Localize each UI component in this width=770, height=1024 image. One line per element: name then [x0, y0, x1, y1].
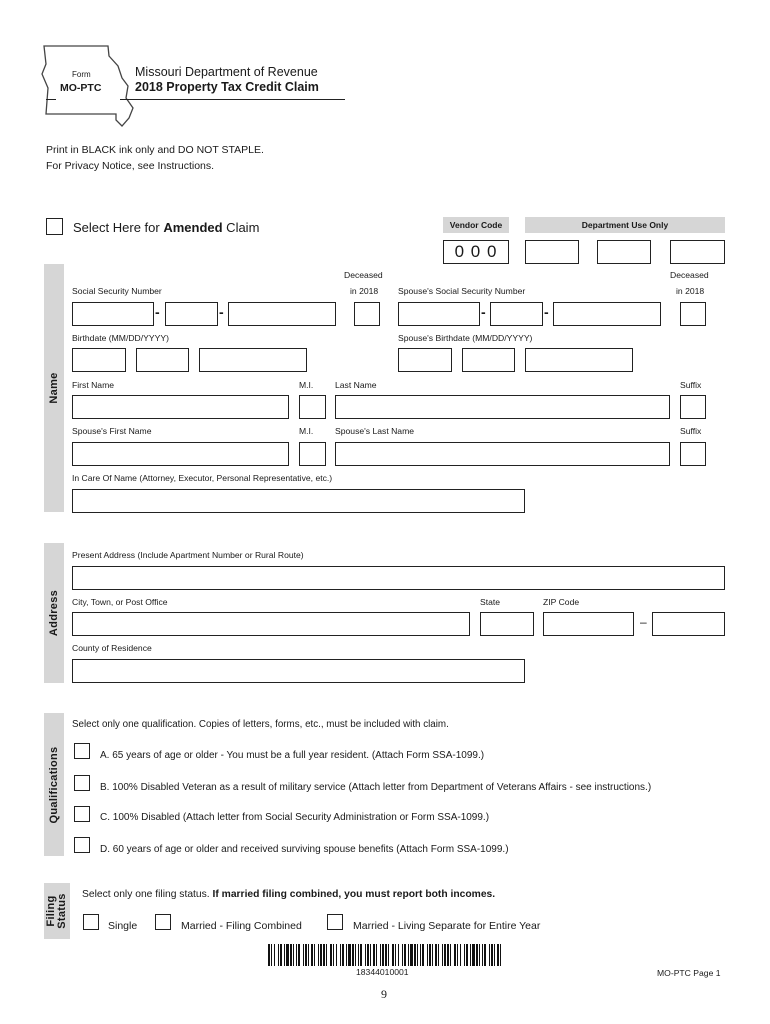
barcode-bar [435, 944, 437, 966]
zip-extension-field[interactable] [652, 612, 725, 636]
barcode-bar [360, 944, 362, 966]
qualification-a-checkbox[interactable] [74, 743, 90, 759]
barcode-bar [290, 944, 292, 966]
spouse-mi-field[interactable] [299, 442, 326, 466]
birthdate-label: Birthdate (MM/DD/YYYY) [72, 333, 169, 343]
barcode-bar [352, 944, 354, 966]
spouse-mi-label: M.I. [299, 426, 314, 436]
present-address-label: Present Address (Include Apartment Number or Rural Route) [72, 550, 304, 560]
spouse-ssn-part-1[interactable] [398, 302, 480, 326]
deceased-label: Deceased [344, 270, 383, 280]
barcode-bar [476, 944, 478, 966]
barcode-bar [450, 944, 451, 966]
barcode-bar [330, 944, 332, 966]
barcode-bar [348, 944, 351, 966]
form-label: Form [72, 70, 91, 79]
spouse-ssn-dash-1: - [481, 304, 486, 320]
barcode-bar [447, 944, 449, 966]
barcode-bar [398, 944, 399, 966]
birthdate-day[interactable] [136, 348, 189, 372]
barcode-bar [392, 944, 394, 966]
barcode-bar [323, 944, 325, 966]
barcode-bar [464, 944, 465, 966]
barcode-bar [303, 944, 304, 966]
care-of-field[interactable] [72, 489, 525, 513]
barcode-bar [414, 944, 416, 966]
barcode-bar [346, 944, 347, 966]
barcode-bar [410, 944, 413, 966]
county-label: County of Residence [72, 643, 152, 653]
suffix-field[interactable] [680, 395, 706, 419]
filing-single-checkbox[interactable] [83, 914, 99, 930]
birthdate-year[interactable] [199, 348, 307, 372]
barcode-bar [333, 944, 334, 966]
state-label: State [480, 597, 501, 607]
barcode-bar [460, 944, 461, 966]
qualification-d-label: D. 60 years of age or older and received surviving spouse benefits (Attach Form SSA-1099.) [100, 844, 509, 855]
barcode-bar [326, 944, 327, 966]
spouse-suffix-field[interactable] [680, 442, 706, 466]
barcode-bar [417, 944, 418, 966]
spouse-ssn-part-2[interactable] [490, 302, 543, 326]
barcode-number: 18344010001 [356, 967, 409, 977]
amended-claim-checkbox[interactable] [46, 218, 63, 235]
barcode-bar [444, 944, 446, 966]
deceased-year-label: in 2018 [350, 286, 379, 296]
barcode-bar [422, 944, 424, 966]
spouse-birthdate-day[interactable] [462, 348, 515, 372]
barcode-bar [500, 944, 501, 966]
barcode-bar [286, 944, 289, 966]
barcode-bar [420, 944, 421, 966]
barcode-bar [429, 944, 431, 966]
page-label: MO-PTC Page 1 [657, 968, 721, 978]
department-use-field-2[interactable] [597, 240, 651, 264]
department-use-field-3[interactable] [670, 240, 725, 264]
spouse-deceased-label: Deceased [670, 270, 709, 280]
filing-status-section-label: Filing Status [44, 883, 70, 939]
spouse-suffix-label: Suffix [680, 426, 702, 436]
barcode-bar [308, 944, 309, 966]
qualification-c-checkbox[interactable] [74, 806, 90, 822]
barcode-bar [278, 944, 279, 966]
barcode-bar [284, 944, 285, 966]
state-field[interactable] [480, 612, 534, 636]
barcode-bar [311, 944, 313, 966]
barcode-bar [336, 944, 337, 966]
barcode-bar [382, 944, 384, 966]
last-name-field[interactable] [335, 395, 670, 419]
barcode-bar [408, 944, 409, 966]
qualifications-intro: Select only one qualification. Copies of letters, forms, etc., must be included with claim. [72, 719, 449, 730]
department-use-label: Department Use Only [525, 217, 725, 233]
barcode-bar [466, 944, 468, 966]
department-name: Missouri Department of Revenue [135, 65, 318, 79]
mi-field[interactable] [299, 395, 326, 419]
barcode-bar [489, 944, 490, 966]
barcode-bar [271, 944, 272, 966]
barcode-bar [454, 944, 456, 966]
page-title: 2018 Property Tax Credit Claim [135, 80, 319, 94]
barcode-bar [305, 944, 307, 966]
county-field[interactable] [72, 659, 525, 683]
spouse-first-name-field[interactable] [72, 442, 289, 466]
barcode-bar [427, 944, 428, 966]
ssn-label: Social Security Number [72, 286, 162, 296]
vendor-code-label: Vendor Code [443, 217, 509, 233]
first-name-label: First Name [72, 380, 115, 390]
barcode-bar [373, 944, 375, 966]
first-name-field[interactable] [72, 395, 289, 419]
barcode-bar [296, 944, 297, 966]
barcode-bar [388, 944, 389, 966]
mi-label: M.I. [299, 380, 314, 390]
barcode-bar [494, 944, 495, 966]
last-name-label: Last Name [335, 380, 377, 390]
title-rule [120, 99, 345, 100]
spouse-ssn-label: Spouse's Social Security Number [398, 286, 526, 296]
barcode-bar [380, 944, 381, 966]
form-code: MO-PTC [60, 82, 102, 94]
spouse-ssn-part-3[interactable] [553, 302, 661, 326]
filing-combined-label: Married - Filing Combined [181, 920, 302, 932]
city-field[interactable] [72, 612, 470, 636]
ssn-part-3[interactable] [228, 302, 336, 326]
barcode-bar [395, 944, 396, 966]
ssn-dash-1: - [155, 304, 160, 320]
barcode-bar [472, 944, 475, 966]
qualification-d-checkbox[interactable] [74, 837, 90, 853]
ssn-part-1[interactable] [72, 302, 154, 326]
barcode-bar [385, 944, 387, 966]
barcode-bar [404, 944, 406, 966]
barcode-bar [497, 944, 499, 966]
barcode-bar [482, 944, 483, 966]
spouse-birthdate-month[interactable] [398, 348, 452, 372]
address-section-label: Address [44, 543, 64, 683]
instruction-line-1: Print in BLACK ink only and DO NOT STAPLE. [46, 144, 264, 156]
filing-combined-checkbox[interactable] [155, 914, 171, 930]
city-label: City, Town, or Post Office [72, 597, 168, 607]
qualifications-section-label: Qualifications [44, 713, 64, 856]
barcode-bar [298, 944, 300, 966]
amended-claim-label: Select Here for Amended Claim [73, 220, 260, 235]
barcode-bar [479, 944, 480, 966]
qualification-c-label: C. 100% Disabled (Attach letter from Social Security Administration or Form SSA-1099.) [100, 812, 490, 823]
page-number: 9 [381, 987, 387, 1001]
spouse-last-name-label: Spouse's Last Name [335, 426, 415, 436]
barcode-bar [342, 944, 344, 966]
barcode-bar [320, 944, 322, 966]
name-section-label: Name [44, 264, 64, 512]
zip-dash: – [640, 615, 647, 629]
barcode-bar [370, 944, 371, 966]
qualification-a-label: A. 65 years of age or older - You must be a full year resident. (Attach Form SSA-1099.) [100, 750, 485, 761]
zip-field[interactable] [543, 612, 634, 636]
form-code-tick [46, 99, 56, 100]
barcode-bar [457, 944, 458, 966]
barcode-bar [470, 944, 471, 966]
barcode-bar [280, 944, 282, 966]
instruction-line-2: For Privacy Notice, see Instructions. [46, 160, 215, 172]
care-of-label: In Care Of Name (Attorney, Executor, Personal Representative, etc.) [72, 473, 333, 483]
barcode-bar [358, 944, 359, 966]
barcode [268, 944, 501, 966]
zip-label: ZIP Code [543, 597, 580, 607]
present-address-field[interactable] [72, 566, 725, 590]
barcode-bar [438, 944, 439, 966]
department-use-field-1[interactable] [525, 240, 579, 264]
barcode-bar [274, 944, 275, 966]
filing-single-label: Single [108, 920, 138, 932]
spouse-first-name-label: Spouse's First Name [72, 426, 152, 436]
barcode-bar [355, 944, 356, 966]
qualification-b-checkbox[interactable] [74, 775, 90, 791]
vendor-code-field[interactable]: 0 0 0 [443, 240, 509, 264]
barcode-bar [340, 944, 341, 966]
barcode-bar [367, 944, 369, 966]
spouse-deceased-checkbox[interactable] [680, 302, 706, 326]
barcode-bar [314, 944, 315, 966]
barcode-bar [402, 944, 403, 966]
ssn-dash-2: - [219, 304, 224, 320]
barcode-bar [484, 944, 486, 966]
barcode-bar [293, 944, 294, 966]
barcode-bar [318, 944, 319, 966]
spouse-birthdate-year[interactable] [525, 348, 633, 372]
barcode-bar [376, 944, 377, 966]
spouse-last-name-field[interactable] [335, 442, 670, 466]
spouse-deceased-year-label: in 2018 [676, 286, 705, 296]
barcode-bar [491, 944, 493, 966]
qualification-b-label: B. 100% Disabled Veteran as a result of military service (Attach letter from Department of Veterans Affairs - see instructions.) [100, 782, 652, 793]
spouse-ssn-dash-2: - [544, 304, 549, 320]
barcode-bar [432, 944, 433, 966]
barcode-bar [365, 944, 366, 966]
spouse-birthdate-label: Spouse's Birthdate (MM/DD/YYYY) [398, 333, 533, 343]
barcode-bar [268, 944, 270, 966]
suffix-label: Suffix [680, 380, 702, 390]
ssn-part-2[interactable] [165, 302, 218, 326]
birthdate-month[interactable] [72, 348, 126, 372]
filing-separate-label: Married - Living Separate for Entire Year [353, 920, 541, 932]
filing-status-intro: Select only one filing status. If married filing combined, you must report both incomes. [82, 889, 496, 900]
filing-separate-checkbox[interactable] [327, 914, 343, 930]
deceased-checkbox[interactable] [354, 302, 380, 326]
barcode-bar [442, 944, 443, 966]
